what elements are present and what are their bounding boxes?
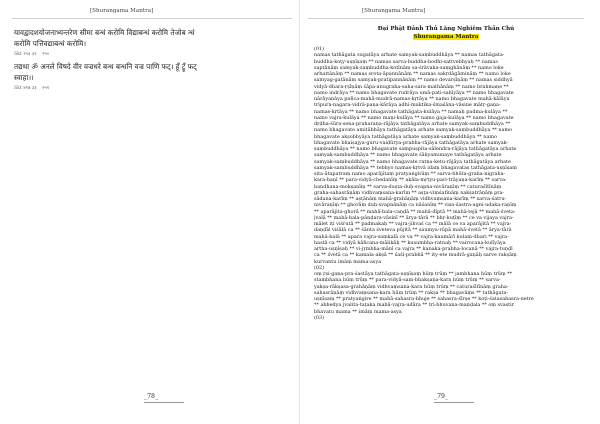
mantra-line: (01) (314, 46, 325, 52)
mantra-line: namo vajra-kulāya ** namo maṇi-kulāya ** namo gaja-kulāya ** namo bhagavate (314, 114, 514, 121)
mantra-line: saṃbuddhāya ** namo bhagavate saṃpuṣpita-sālendra-rājāya tathāgatāya arhate (314, 146, 517, 152)
mantra-line: bhagavate akṣobhyāya tathāgatāya arhate samyak-saṃbuddhāya ** namo (314, 133, 497, 140)
mantra-line: samyak-saṃbuddhāya ** tebhyo namas-kṛtvā idaṃ bhagavatas tathāgata-uṣṇīṣaṃ (314, 164, 517, 171)
mantra-line: namo bhagavate amitābhāya tathāgatāya arhate samyak-saṃbuddhāya ** namo (314, 127, 513, 134)
mantra-line: nārāyaṇāya pañca-mahā-mudrā-namas-kṛtāya ** namo bhagavate mahā-kālāya (314, 96, 510, 102)
mantra-line: jvalā ** mahā-bala-pāṇḍara-vāsinī ** ārya-tārā ** bhṛ-kuṭīṃ ** ce va vijaya vajra- (314, 214, 514, 221)
mantra-line: samyak-saṃbuddhāya ** namo bhagavate śākyamunaye tathāgatāya arhate (314, 152, 502, 159)
mantra-line: samyak-saṃbuddhāya ** namo bhagavate ratna-ketu-rājāya tathāgatāya arhate (314, 158, 511, 165)
right-page (300, 0, 600, 424)
mantra-line: arhattānāṃ ** namas srota-āpannānāṃ ** namas sakṛdāgāmināṃ ** namo loke (314, 71, 511, 77)
mantra-line: namas tathāgata sugatāya arhate samyak-saṃbuddhāya ** namas tathāgata- (314, 52, 505, 59)
mantra-line: artha-uṣṇīṣaḥ ** vi-jṛmbha-mānī ca vajra ** kanaka-prabha-locanā ** vajra-tuṇḍī (314, 246, 513, 252)
mantra-line: vidyā-dhara-ṛṣīṇāṃ śāpa-anugraha-saha-sara-mathānāṃ ** namo brahmaṇe ** (314, 83, 509, 90)
mantra-line: stambhana hūṃ trūṃ ** para-vidyā-saṃ-bhakṣaṇa-kara hūṃ trūṃ ** sarva- (314, 277, 501, 284)
mantra-line: kara-haṇī ** para-vidyā-chedanīṃ ** akāla-mṛtyu-pari-trāyaṇa-karīṃ ** sarva- (314, 177, 507, 184)
mantra-line: oṃ ṛṣi-gaṇa-pra-śastāya tathāgata-uṣṇīṣaṃ hūṃ trūṃ ** jambhana hūṃ trūṃ ** (314, 271, 513, 277)
mantra-line: ** aparājita-ghorā ** mahā-bala-caṇḍā ** mahā-dīptā ** mahā-tejā ** mahā-śveta- (314, 208, 516, 215)
mantra-line: uṣṇīṣaṃ ** pratyaṅgire ** mahā-sahasra-bhuje ** sahasra-śīrṣe ** koṭi-śatasahasra-netre (314, 296, 534, 302)
left-folio-rule (144, 402, 184, 403)
mantra-line: saptānāṃ samyak-saṃbuddha-koṭīnāṃ sa-śrāvaka-saṃghānāṃ ** namo loke (314, 64, 504, 71)
devanagari-line-2: करोमि पत्तिवद्याबन्धं करोमि। (14, 39, 87, 48)
mantra-line: dṛḍha-śūra-sena-praharaṇa-rājāya tathāgatāya arhate samyak-saṃbuddhāya ** (314, 121, 511, 127)
mantra-line: namas-kṛtāya ** namo bhagavate tathāgata-kulāya ** namaḥ padma-kulāya ** (314, 108, 508, 115)
left-page-number-text: _78_ (144, 393, 159, 400)
mantra-line: daṇḍīś viśālā ca ** śānta śveteva pūjitā ** saumya-rūpā mahā-śvetā ** ārya-tārā (314, 227, 512, 234)
mantra-line: mālet iṭi viśrutā ** padmakaḥ ** vajra-jihvaś ca ** mālā ce va aparājitā ** vajra- (314, 221, 512, 227)
mantra-line: nivāraṇīṃ ** ghorāṃ duḥ-svapnānāṃ ca nāśanīṃ ** viṣa-śastra-agni-udaka-raṇīṃ (314, 202, 517, 209)
mantra-line: ** abhedya jvalita-taṭaka mahā-vajra-udāra ** tri-bhuvana-maṇḍala ** oṃ svastir (314, 302, 515, 309)
right-page-number (434, 393, 474, 403)
mantra-body-text (314, 46, 584, 321)
mantra-line: sādana-karīṃ ** aṣṭānāṃ mahā-grahāṇāṃ vidhvaṃsana-karīṃ ** sarva-śatru- (314, 196, 507, 202)
mantra-line: graha-sahasrāṇāṃ vidhvaṃsana-karīṃ ** aṣṭa-viṃśatīnāṃ nakṣatrāṇāṃ pra- (314, 189, 505, 196)
verse-reference-1-text: Skt २५३ ३२ (14, 52, 37, 57)
mantra-line: ca ** śvetā ca ** kamala-akṣā ** śaśi-prabhā ** ity-ete mudrā-gaṇāḥ sarve rakṣāṃ (314, 252, 517, 259)
verse-number-2: २५१ (42, 86, 50, 91)
right-folio-rule (434, 402, 474, 403)
right-page-number-text: _79_ (434, 393, 449, 400)
mantra-line: (02) (314, 264, 325, 271)
mantra-line: bhagavate bhaiṣajya-guru-vaiḍūrya-prabha-rājāya tathāgatāya arhate samyak- (314, 139, 509, 146)
right-page-header: [Shurangama Mantra] (362, 8, 426, 14)
mantra-line: buddha-koṭy-uṣṇīṣaṃ ** namas sarva-buddha-bodhi-sattvebhyaḥ ** namas (314, 58, 498, 65)
right-header-rule (308, 18, 584, 19)
mantra-line: sahasrāṇāṃ vidhvaṃsana-kara hūṃ trūṃ ** rakṣa ** bhagavāṃs ** tathāgata- (314, 289, 509, 296)
mantra-line: samyag-gatānāṃ samyak-pratipannānāṃ ** namo devarṣīṇāṃ ** namas siddhyā (314, 77, 513, 84)
left-header-rule (12, 18, 292, 19)
mantra-line: yakṣa-rākṣasa-grahāṇāṃ vidhvaṃsana-kara hūṃ trūṃ ** caturaśītīnāṃ graha- (314, 283, 509, 290)
mantra-line: hastā ca ** vidyā kāñcana-mālikāḥ ** kusumbha-ratnaḥ ** vairocana-kulīyāya (314, 239, 506, 246)
left-page-number (144, 393, 184, 403)
verse-number-1: २५० (42, 52, 50, 57)
mantra-line: bhavatu mama ** imāṃ mama-asya (314, 308, 402, 315)
left-page-header: [Shurangama Mantra] (90, 8, 154, 14)
mantra-line: (03) (314, 314, 325, 321)
mantra-title-block (308, 26, 584, 41)
verse-reference-2 (14, 85, 49, 91)
mantra-line: sita-ātapatraṃ namo aparājitaṃ pratyaṅgirāṃ ** sarva-bhūta-graha-nigraha- (314, 171, 506, 177)
mantra-line: bandhana-mokṣaṇīṃ ** sarva-duṣṭa-duḥ-svapna-nivāraṇīṃ ** caturaśītīnāṃ (314, 183, 502, 190)
devanagari-line-3: तद्यथा ॐ अनले विषदे वीर वज्रधरे बन्ध बन्धनि वज्र पाणि फट्। हूँ ट्रूँ फट् (14, 62, 197, 71)
mantra-line: namo indrāya ** namo bhagavate rudrāya umā-pati-sahīyāya ** namo bhagavate (314, 89, 514, 96)
verse-reference-1 (14, 51, 49, 57)
mantra-line: tripura-nagara-vidrā-paṇa-kārāya adhi-muktika-śmaśāna-vāsine mātṛ-gaṇa- (314, 102, 501, 109)
mantra-title: Đại Phật Đảnh Thủ Lăng Nghiêm Thần Chú (377, 26, 515, 32)
devanagari-line-4: स्वाहा।। (14, 73, 34, 82)
verse-reference-2-text: Skt ४१७ ३३ (14, 86, 37, 91)
devanagari-line-1: यावद्वादशयोजनाभ्यन्तरेण सीमा बन्धं करोमि विद्याबन्धं करोमि तेजोब न्धं (14, 28, 195, 37)
mantra-subtitle: Shurangama Mantra (413, 33, 479, 40)
mantra-line: kurvantu imāṃ mama-asya (314, 258, 382, 265)
mantra-line: mahā-balā ** apara vajra-saṃkalā ce va ** vajra-kaumārī kulaṃ-dhari ** vajra- (314, 233, 509, 240)
